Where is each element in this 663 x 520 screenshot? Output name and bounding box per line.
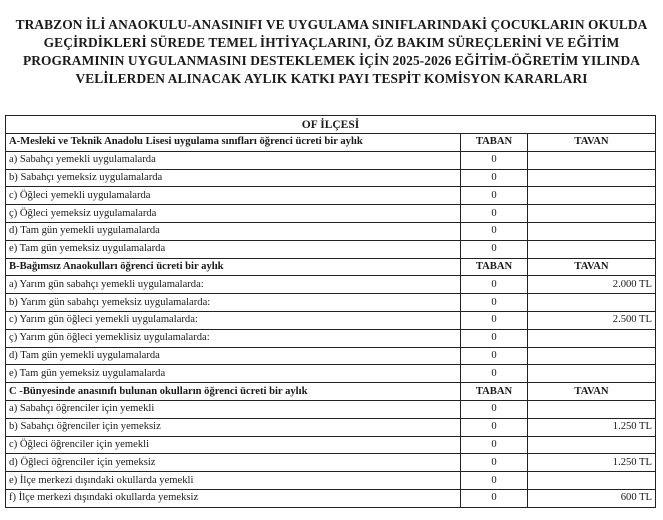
table-row (6, 472, 656, 490)
row-label: b) Yarım gün sabahçı yemeksiz uygulamalarda: (6, 294, 461, 312)
table-row (6, 311, 656, 329)
table-row (6, 276, 656, 294)
tavan-value (528, 365, 656, 383)
row-label: ç) Öğleci yemeksiz uygulamalarda (6, 205, 461, 223)
section-title: B-Bağımsız Anaokulları öğrenci ücreti bir aylık (6, 258, 461, 276)
tavan-value (528, 329, 656, 347)
table-row (6, 222, 656, 240)
taban-value: 0 (461, 472, 528, 490)
document-title (8, 16, 655, 88)
table-row (6, 169, 656, 187)
tavan-value (528, 436, 656, 454)
section-title: C -Bünyesinde anasınıfı bulunan okulların öğrenci ücreti bir aylık (6, 383, 461, 401)
tavan-value: 1.250 TL (528, 454, 656, 472)
table-row (6, 418, 656, 436)
table-row (6, 294, 656, 312)
taban-value: 0 (461, 205, 528, 223)
row-label: c) Yarım gün öğleci yemekli uygulamalarda: (6, 311, 461, 329)
row-label: e) Tam gün yemeksiz uygulamalarda (6, 240, 461, 258)
tavan-value: 600 TL (528, 489, 656, 507)
tavan-value (528, 400, 656, 418)
tavan-header: TAVAN (528, 134, 656, 152)
row-label: a) Sabahçı yemekli uygulamalarda (6, 151, 461, 169)
title-line: GEÇİRDİKLERİ SÜREDE TEMEL İHTİYAÇLARINI, ÖZ BAKIM SÜREÇLERİNİ VE EĞİTİM (43, 35, 620, 50)
taban-value: 0 (461, 454, 528, 472)
tavan-value (528, 240, 656, 258)
row-label: b) Sabahçı yemeksiz uygulamalarda (6, 169, 461, 187)
table-row (6, 151, 656, 169)
table-row (6, 205, 656, 223)
taban-header: TABAN (461, 258, 528, 276)
tavan-value (528, 205, 656, 223)
table-row (6, 365, 656, 383)
taban-value: 0 (461, 400, 528, 418)
title-line: VELİLERDEN ALINACAK AYLIK KATKI PAYI TESPİT KOMİSYON KARARLARI (75, 71, 588, 86)
taban-value: 0 (461, 489, 528, 507)
section-header-row (6, 258, 656, 276)
row-label: d) Tam gün yemekli uygulamalarda (6, 222, 461, 240)
tavan-value (528, 472, 656, 490)
district-name: OF İLÇESİ (6, 116, 656, 134)
row-label: c) Öğleci öğrenciler için yemekli (6, 436, 461, 454)
tavan-value (528, 187, 656, 205)
section-header-row (6, 383, 656, 401)
tavan-value (528, 169, 656, 187)
tavan-value: 2.000 TL (528, 276, 656, 294)
table-row (6, 489, 656, 507)
tavan-value: 1.250 TL (528, 418, 656, 436)
row-label: c) Öğleci yemekli uygulamalarda (6, 187, 461, 205)
table-row (6, 187, 656, 205)
row-label: b) Sabahçı öğrenciler için yemeksiz (6, 418, 461, 436)
tavan-value (528, 222, 656, 240)
row-label: e) İlçe merkezi dışındaki okullarda yemekli (6, 472, 461, 490)
table-row (6, 454, 656, 472)
taban-value: 0 (461, 151, 528, 169)
title-line: PROGRAMININ UYGULANMASINI DESTEKLEMEK İÇİN 2025-2026 EĞİTİM-ÖĞRETİM YILINDA (22, 53, 641, 68)
taban-value: 0 (461, 169, 528, 187)
tavan-value: 2.500 TL (528, 311, 656, 329)
table-row (6, 240, 656, 258)
section-header-row (6, 134, 656, 152)
taban-value: 0 (461, 418, 528, 436)
taban-value: 0 (461, 365, 528, 383)
taban-value: 0 (461, 240, 528, 258)
tavan-value (528, 151, 656, 169)
tavan-header: TAVAN (528, 258, 656, 276)
fee-table (5, 115, 656, 508)
district-row (6, 116, 656, 134)
taban-header: TABAN (461, 383, 528, 401)
taban-value: 0 (461, 311, 528, 329)
table-row (6, 329, 656, 347)
row-label: ç) Yarım gün öğleci yemeklisiz uygulamalarda: (6, 329, 461, 347)
section-title: A-Mesleki ve Teknik Anadolu Lisesi uygulama sınıfları öğrenci ücreti bir aylık (6, 134, 461, 152)
table-row (6, 436, 656, 454)
tavan-header: TAVAN (528, 383, 656, 401)
taban-value: 0 (461, 329, 528, 347)
taban-value: 0 (461, 294, 528, 312)
title-line: TRABZON İLİ ANAOKULU-ANASINIFI VE UYGULAMA SINIFLARINDAKİ ÇOCUKLARIN OKULDA (15, 17, 648, 32)
taban-value: 0 (461, 276, 528, 294)
tavan-value (528, 347, 656, 365)
row-label: e) Tam gün yemeksiz uygulamalarda (6, 365, 461, 383)
taban-value: 0 (461, 436, 528, 454)
row-label: d) Öğleci öğrenciler için yemeksiz (6, 454, 461, 472)
tavan-value (528, 294, 656, 312)
row-label: f) İlçe merkezi dışındaki okullarda yemeksiz (6, 489, 461, 507)
taban-value: 0 (461, 222, 528, 240)
row-label: a) Sabahçı öğrenciler için yemekli (6, 400, 461, 418)
table-row (6, 400, 656, 418)
table-row (6, 347, 656, 365)
taban-value: 0 (461, 347, 528, 365)
taban-value: 0 (461, 187, 528, 205)
taban-header: TABAN (461, 134, 528, 152)
row-label: d) Tam gün yemekli uygulamalarda (6, 347, 461, 365)
row-label: a) Yarım gün sabahçı yemekli uygulamalarda: (6, 276, 461, 294)
